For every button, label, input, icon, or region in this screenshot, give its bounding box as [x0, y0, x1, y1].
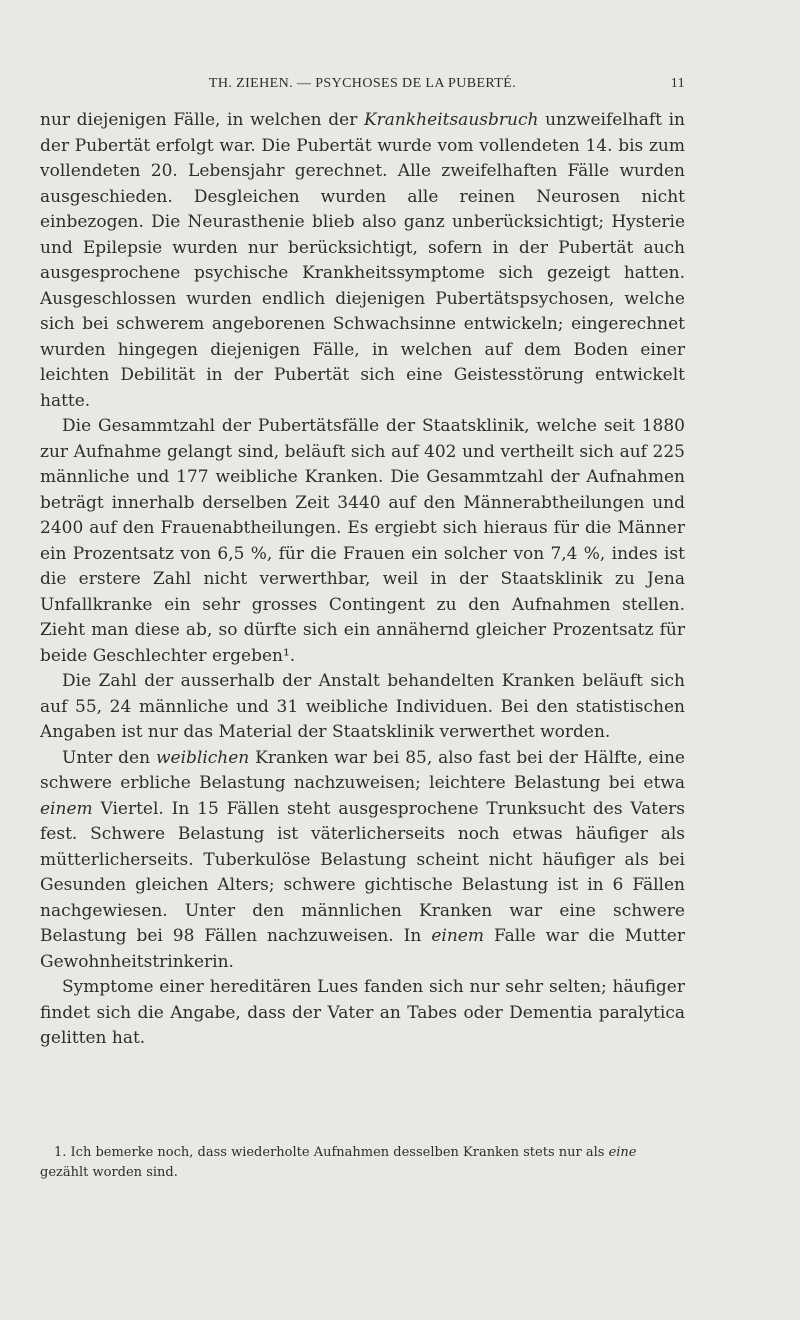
text-run: Die Gesammtzahl der Pubertätsfälle der Staatsklinik, welche seit 1880 zur Aufnahme gelangt sind, beläuft sich auf 402 und vertheilt sich auf 225 männliche und 177 weibliche Kranken. Die Gesammtzahl der Aufnahmen beträgt innerhalb derselben Zeit 3440 auf den Männerabtheilungen und 2400 auf den Frauenabtheilungen. Es ergiebt sich hieraus für die Männer ein Prozentsatz von 6,5 %, für die Frauen ein solcher von 7,4 %, indes ist die erstere Zahl nicht verwerthbar, weil in der Staatsklinik zu Jena Unfallkranke ein sehr grosses Contingent zu den Aufnahmen stellen. Zieht man diese ab, so dürfte sich ein annähernd gleicher Prozentsatz für beide Geschlechter ergeben¹.: [40, 416, 685, 666]
text-run: unzweifelhaft in der Pubertät erfolgt war. Die Pubertät wurde vom vollendeten 14. bis zum vollendeten 20. Lebensjahr gerechnet. Alle zweifelhaften Fälle wurden ausgeschieden. Desgleichen wurden alle reinen Neurosen nicht einbezogen. Die Neurasthenie blieb also ganz unberücksichtigt; Hysterie und Epilepsie wurden nur berücksichtigt, sofern in der Pubertät auch ausgesprochene psychische Krankheitssymptome sich gezeigt hatten. Ausgeschlossen wurden endlich diejenigen Pubertätspsychosen, welche sich bei schwerem angeborenen Schwachsinne entwickeln; eingerechnet wurden hingegen diejenigen Fälle, in welchen auf dem Boden einer leichten Debilität in der Pubertät sich eine Geistesstörung entwickelt hatte.: [40, 110, 685, 411]
italic-text: Krankheitsausbruch: [363, 110, 539, 130]
text-run: Kranken war bei 85, also fast bei der Hälfte, eine schwere erbliche Belastung nachzuweisen; leichtere Belastung bei etwa: [40, 747, 685, 793]
paragraph: [40, 108, 685, 414]
paragraph: [40, 414, 685, 669]
paragraph: [40, 669, 685, 746]
italic-text: eine: [608, 1145, 637, 1160]
italic-text: einem: [40, 798, 93, 819]
paragraph: [40, 746, 685, 976]
page-header: [40, 76, 685, 98]
text-run: 1. Ich bemerke noch, dass wiederholte Aufnahmen desselben Kranken stets nur als: [54, 1145, 609, 1160]
footnote: [40, 1143, 685, 1183]
paragraph: [40, 975, 685, 1052]
text-run: Viertel. In 15 Fällen steht ausgesprochene Trunksucht des Vaters fest. Schwere Belastung ist väterlicherseits noch etwas häufiger als mütterlicherseits. Tuberkulöse Belastung scheint nicht häufiger als bei Gesunden gleichen Alters; schwere gichtische Belastung ist in 6 Fällen nachgewiesen. Unter den männlichen Kranken war eine schwere Belastung bei 98 Fällen nachzuweisen. In: [40, 798, 685, 946]
text-run: Falle war die Mutter Gewohnheitstrinkerin.: [40, 926, 685, 972]
body-text: [40, 108, 685, 1052]
text-run: Unter den: [62, 747, 156, 768]
text-run: gezählt worden sind.: [40, 1165, 178, 1180]
text-run: Die Zahl der ausserhalb der Anstalt behandelten Kranken beläuft sich auf 55, 24 männliche und 31 weibliche Individuen. Bei den statistischen Angaben ist nur das Material der Staatsklinik verwerthet worden.: [40, 671, 685, 742]
running-title: TH. ZIEHEN. — PSYCHOSES DE LA PUBERTÉ.: [208, 76, 517, 91]
text-run: nur diejenigen Fälle, in welchen der: [40, 110, 364, 130]
page-number: 11: [670, 76, 685, 91]
text-run: Symptome einer hereditären Lues fanden sich nur sehr selten; häufiger findet sich die Angabe, dass der Vater an Tabes oder Dementia paralytica gelitten hat.: [40, 977, 685, 1048]
italic-text: weiblichen: [155, 747, 250, 768]
italic-text: einem: [431, 926, 484, 946]
